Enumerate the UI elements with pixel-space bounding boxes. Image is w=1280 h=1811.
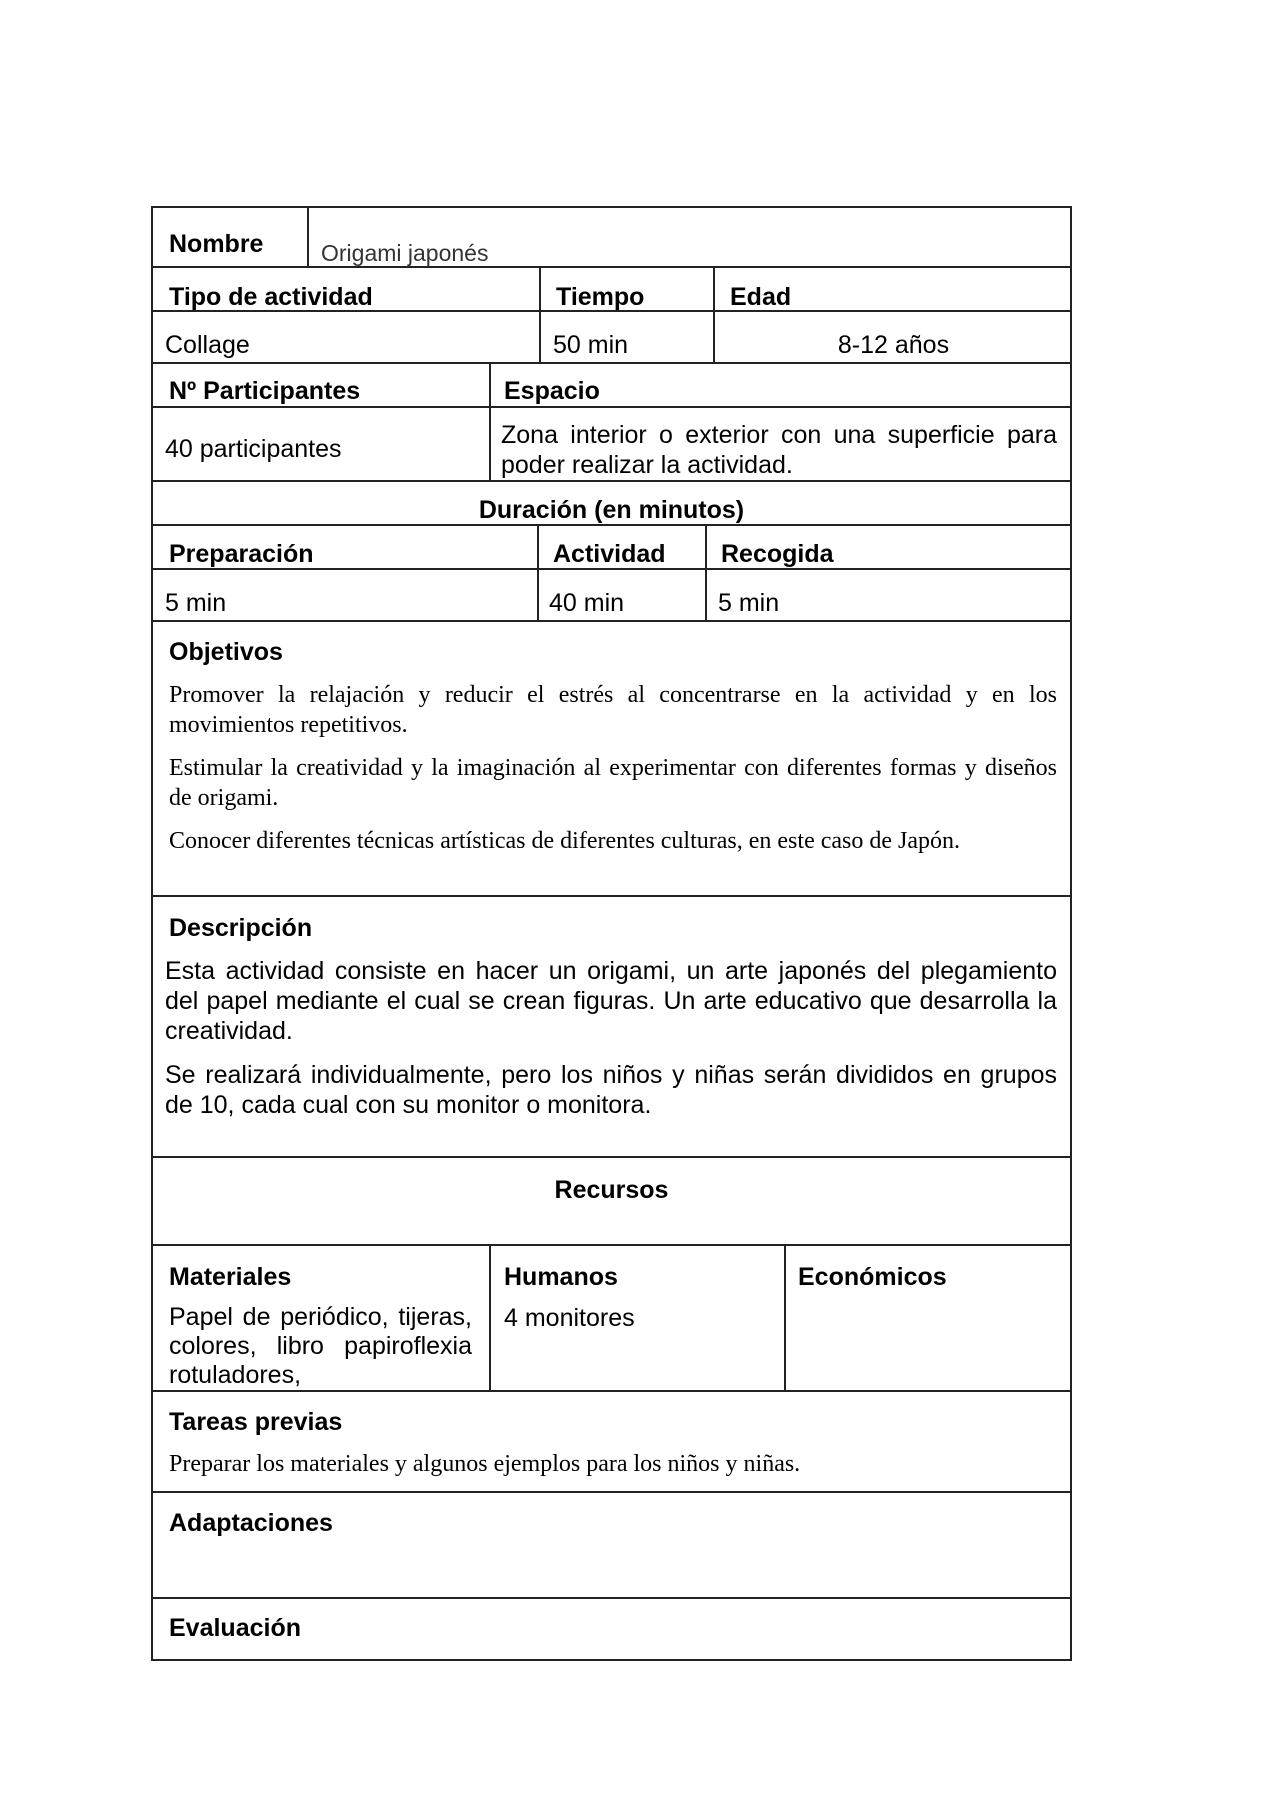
activity-type-value: Collage: [165, 331, 250, 359]
grid-line: [489, 1244, 491, 1390]
activity-type-label: Tipo de actividad: [169, 283, 373, 311]
human-value: 4 monitores: [504, 1304, 635, 1332]
participants-value: 40 participantes: [165, 435, 342, 463]
activity-label: Actividad: [553, 540, 666, 568]
grid-line: [784, 1244, 786, 1390]
name-value: Origami japonés: [321, 240, 489, 266]
participants-label: Nº Participantes: [169, 377, 361, 405]
description-paragraph: Se realizará individualmente, pero los niños y niñas serán divididos en grupos de 10, cada cual con su monitor o monitora.: [165, 1061, 1057, 1119]
evaluation-label: Evaluación: [169, 1614, 301, 1642]
grid-line: [153, 1390, 1070, 1392]
space-value: Zona interior o exterior con una superficie para poder realizar la actividad.: [501, 421, 1057, 479]
grid-line: [153, 1156, 1070, 1158]
time-label: Tiempo: [556, 283, 645, 311]
objective-item: Conocer diferentes técnicas artísticas de diferentes culturas, en este caso de Japón.: [169, 828, 961, 854]
grid-line: [489, 362, 491, 480]
materials-label: Materiales: [169, 1263, 292, 1291]
duration-title: Duración (en minutos): [478, 496, 745, 524]
prior-tasks-value: Preparar los materiales y algunos ejemplos para los niños y niñas.: [169, 1451, 801, 1477]
grid-line: [153, 406, 1070, 408]
preparation-label: Preparación: [169, 540, 314, 568]
cleanup-label: Recogida: [721, 540, 834, 568]
age-label: Edad: [730, 283, 792, 311]
materials-value: Papel de periódico, tijeras, colores, libro papiroflexia rotuladores,: [169, 1303, 472, 1389]
grid-line: [539, 266, 541, 362]
cleanup-value: 5 min: [718, 589, 780, 617]
economic-label: Económicos: [798, 1263, 947, 1291]
grid-line: [153, 1597, 1070, 1599]
space-label: Espacio: [504, 377, 600, 405]
name-label: Nombre: [169, 230, 264, 258]
activity-value: 40 min: [549, 589, 625, 617]
adaptations-label: Adaptaciones: [169, 1509, 333, 1537]
description-paragraph: Esta actividad consiste en hacer un origami, un arte japonés del plegamiento del papel mediante el cual se crean figuras. Un arte educativo que desarrolla la creatividad.: [165, 957, 1057, 1045]
human-label: Humanos: [504, 1263, 618, 1291]
grid-line: [153, 620, 1070, 622]
activity-sheet: [151, 206, 1072, 1661]
time-value: 50 min: [553, 331, 629, 359]
description-label: Descripción: [169, 914, 313, 942]
preparation-value: 5 min: [165, 589, 227, 617]
age-value: 8-12 años: [837, 331, 950, 359]
grid-line: [153, 266, 1070, 268]
grid-line: [537, 524, 539, 620]
grid-line: [153, 895, 1070, 897]
objective-item: Promover la relajación y reducir el estrés al concentrarse en la actividad y en los movimientos repetitivos.: [169, 682, 1057, 738]
prior-tasks-label: Tareas previas: [169, 1408, 343, 1436]
resources-title: Recursos: [554, 1176, 669, 1204]
grid-line: [153, 1491, 1070, 1493]
grid-line: [705, 524, 707, 620]
grid-line: [153, 1244, 1070, 1246]
grid-line: [153, 362, 1070, 364]
grid-line: [153, 480, 1070, 482]
grid-line: [307, 208, 309, 266]
objectives-label: Objetivos: [169, 638, 283, 666]
objective-item: Estimular la creatividad y la imaginación al experimentar con diferentes formas y diseños de origami.: [169, 755, 1057, 811]
